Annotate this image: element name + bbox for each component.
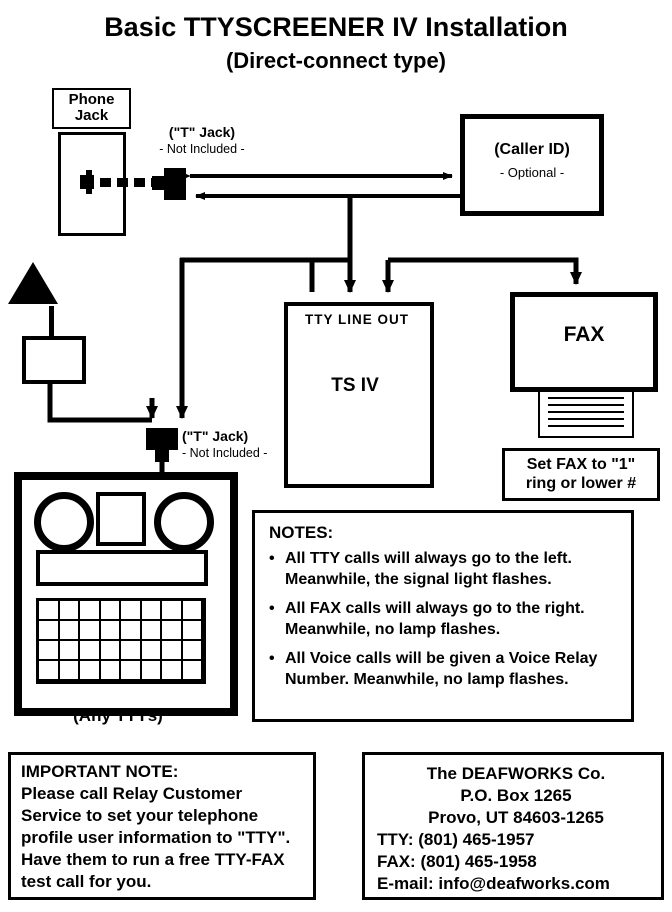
notes-box bbox=[252, 510, 634, 722]
lamp-base-icon bbox=[22, 336, 86, 384]
phone-plug-icon bbox=[80, 175, 94, 189]
contact-city-state-zip: Provo, UT 84603-1265 bbox=[428, 808, 604, 827]
t-jack-top-label bbox=[142, 124, 262, 158]
contact-tty: TTY: (801) 465-1957 bbox=[377, 830, 535, 849]
caller-id-title: (Caller ID) bbox=[494, 141, 570, 158]
note-item bbox=[269, 649, 621, 690]
t-jack-bottom-label-line1: ("T" Jack) bbox=[182, 428, 249, 444]
note-text: All Voice calls will be given a Voice Relay Number. Meanwhile, no lamp flashes. bbox=[285, 650, 598, 688]
contact-fax: FAX: (801) 465-1958 bbox=[377, 852, 537, 871]
t-jack-top-label-line2: - Not Included - bbox=[159, 142, 245, 156]
phone-cord-icon bbox=[100, 178, 154, 187]
t-jack-bottom-label bbox=[182, 428, 292, 462]
t-jack-bottom-icon bbox=[146, 428, 178, 450]
contact-po-box: P.O. Box 1265 bbox=[460, 786, 572, 805]
tty-center-window-icon bbox=[96, 492, 146, 546]
caller-id-subtitle: - Optional - bbox=[499, 165, 565, 180]
t-jack-bottom-stem-icon bbox=[155, 448, 169, 462]
important-note-title: IMPORTANT NOTE: bbox=[21, 762, 179, 781]
fax-paper-icon bbox=[538, 390, 634, 438]
contact-box bbox=[362, 752, 664, 900]
page-subtitle: (Direct-connect type) bbox=[225, 48, 447, 73]
phone-jack-label-line2: Jack bbox=[74, 107, 109, 124]
note-text: All TTY calls will always go to the left. Meanwhile, the signal light flashes. bbox=[285, 550, 572, 588]
ts-iv-label: TS IV bbox=[331, 375, 379, 396]
bullet-icon: • bbox=[269, 550, 275, 567]
tty-left-reel-icon bbox=[34, 492, 94, 552]
tty-caption: (Any TTYs) bbox=[73, 706, 163, 725]
t-jack-bottom-label-line2: - Not Included - bbox=[182, 446, 268, 460]
ts-iv-line-out-label: TTY LINE OUT bbox=[304, 312, 409, 327]
notes-title: NOTES: bbox=[269, 523, 334, 542]
fax-machine-box bbox=[510, 292, 658, 392]
fax-note-line2: ring or lower # bbox=[525, 475, 637, 492]
fax-label: FAX bbox=[563, 323, 605, 346]
caller-id-box bbox=[460, 114, 604, 216]
important-note-box bbox=[8, 752, 316, 900]
bullet-icon: • bbox=[269, 650, 275, 667]
t-jack-top-label-line1: ("T" Jack) bbox=[168, 124, 236, 140]
note-item bbox=[269, 599, 621, 640]
t-jack-top-icon bbox=[164, 168, 186, 200]
fax-note-line1: Set FAX to "1" bbox=[526, 456, 636, 473]
note-text: All FAX calls will always go to the right. Meanwhile, no lamp flashes. bbox=[285, 600, 585, 638]
phone-jack-label bbox=[52, 88, 131, 129]
contact-company: The DEAFWORKS Co. bbox=[426, 764, 606, 783]
lamp-neck-icon bbox=[49, 306, 54, 336]
tty-right-reel-icon bbox=[154, 492, 214, 552]
tty-display-icon bbox=[36, 550, 208, 586]
note-item bbox=[269, 549, 621, 590]
tty-keyboard-icon bbox=[36, 598, 206, 684]
page-title: Basic TTYSCREENER IV Installation bbox=[104, 12, 568, 42]
fax-ring-note bbox=[502, 448, 660, 501]
important-note-body: Please call Relay Customer Service to set your telephone profile user information to "TTY". Have them to run a free TTY-FAX test call for you. bbox=[21, 784, 291, 891]
bullet-icon: • bbox=[269, 600, 275, 617]
contact-email: E-mail: info@deafworks.com bbox=[377, 874, 610, 893]
phone-jack-label-line1: Phone bbox=[68, 91, 115, 108]
lamp-shade-icon bbox=[8, 262, 58, 304]
